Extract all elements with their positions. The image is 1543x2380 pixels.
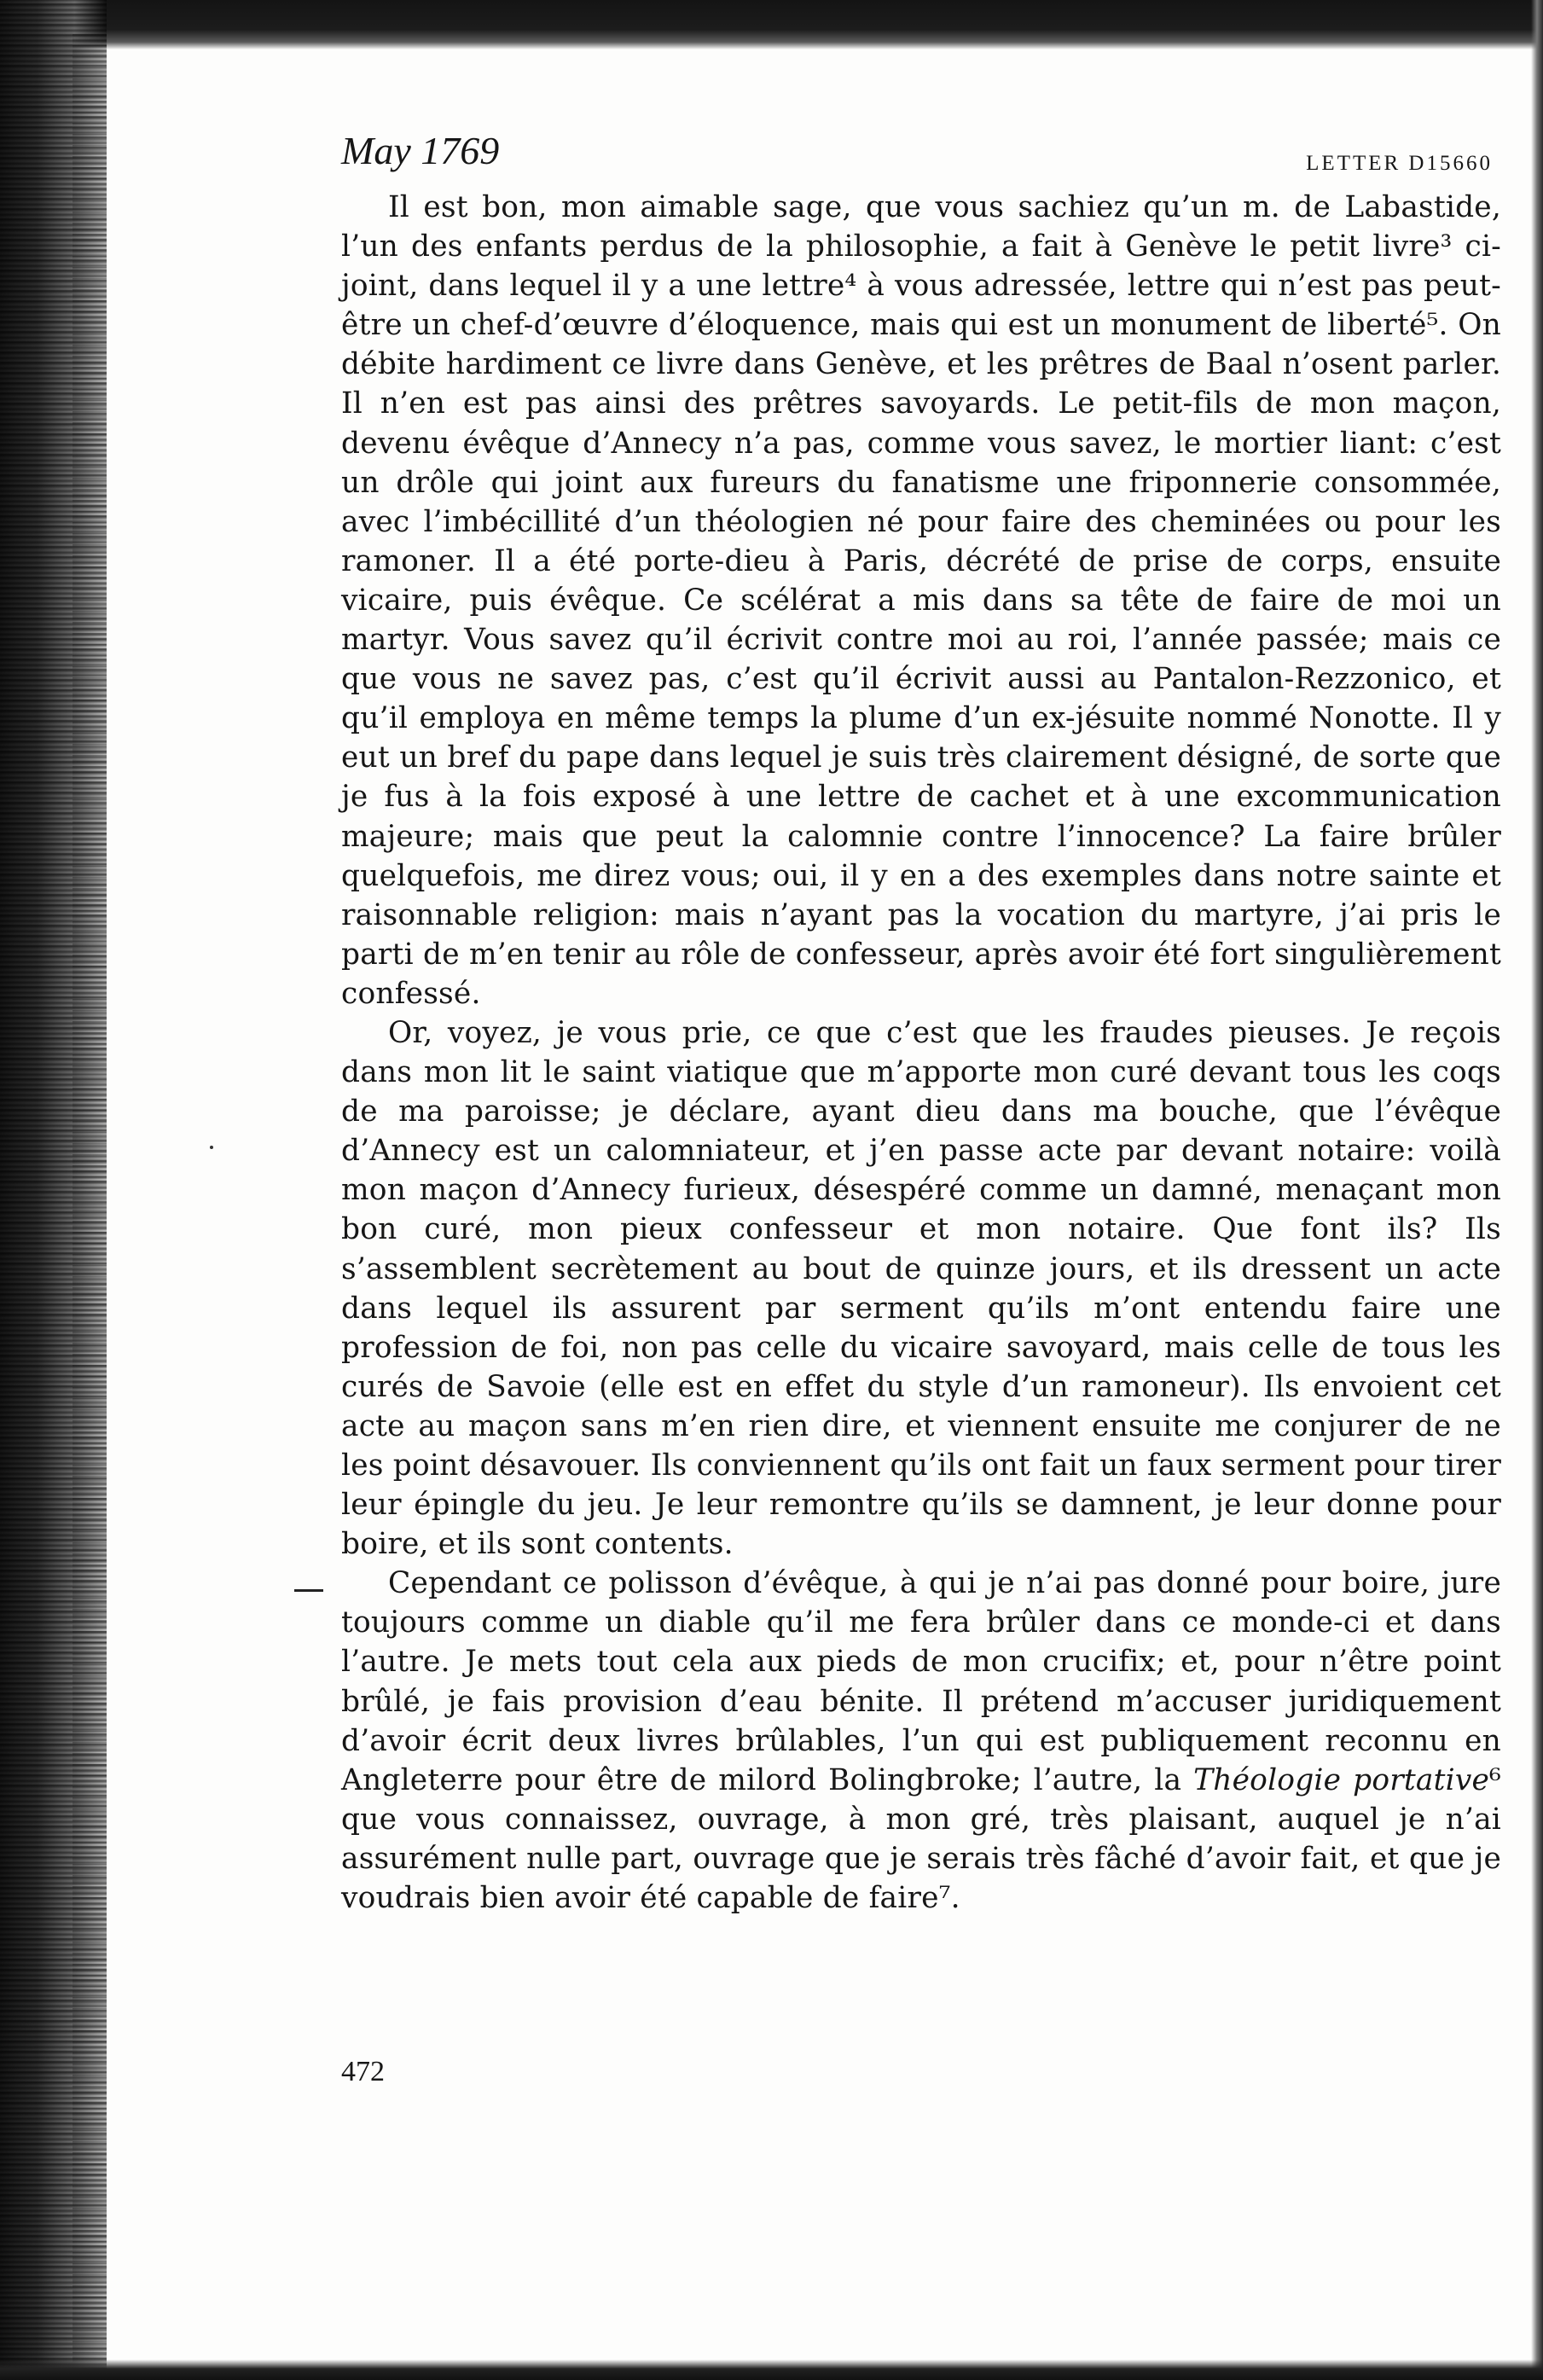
scan-bottom-shadow — [0, 2360, 1543, 2380]
book-title-italic: Théologie portative — [1193, 1762, 1489, 1797]
paragraph-2: Or, voyez, je vous prie, ce que c’est que les fraudes pieuses. Je reçois dans mon lit le saint viatique que m’apporte mon curé devant tous les coqs de ma paroisse; je déclare, ayant dieu dans ma bouche, que l’évêque d’Annecy est un calomniateur, et j’en passe acte par devant notaire: voilà mon maçon d’Annecy furieux, désespéré comme un damné, menaçant mon bon curé, mon pieux confesseur et mon notaire. Que font ils? Ils s’assemblent secrètement au bout de quinze jours, et ils dressent un acte dans lequel ils assurent par serment qu’ils m’ont entendu faire une profession de foi, non pas celle du vicaire savoyard, mais celle de tous les curés de Savoie (elle est en effet du style d’un ramoneur). Ils envoient cet acte au maçon sans m’en rien dire, et viennent ensuite me conjurer de ne les point désavouer. Ils conviennent qu’ils ont fait un faux serment pour tirer leur épingle du jeu. Je leur remontre qu’ils se damnent, je leur donne pour boire, et ils sont contents. — [341, 1015, 1501, 1562]
scan-top-shadow — [0, 0, 1543, 49]
letter-number: LETTER D15660 — [1306, 152, 1493, 175]
scan-right-edge — [1531, 0, 1543, 2380]
letter-date: May 1769 — [341, 129, 500, 172]
page-number: 472 — [341, 2056, 385, 2087]
binding-edge-noise — [73, 34, 107, 2363]
paragraph-3: Cependant ce polisson d’évêque, à qui je n’ai pas donné pour boire, jure toujours comme un diable qu’il me fera brûler dans ce monde-ci et dans l’autre. Je mets tout cela aux pieds de mon crucifix; et, pour n’être point brûlé, je fais provision d’eau bénite. Il prétend m’accuser juridiquement d’avoir écrit deux livres brûlables, l’un qui est publiquement reconnu en Angleterre pour être de milord Bolingbroke; l’autre, la Théologie portative⁶ que vous connaissez, ouvrage, à mon gré, très plaisant, auquel je n’ai assurément nulle part, ouvrage que je serais très fâché d’avoir fait, et que je voudrais bien avoir été capable de faire⁷. — [341, 1566, 1501, 1916]
running-head — [341, 128, 1501, 188]
stray-mark — [210, 1146, 213, 1149]
page-content — [341, 128, 1501, 2087]
letter-body — [341, 188, 1501, 1918]
paragraph-1: Il est bon, mon aimable sage, que vous sachiez qu’un m. de Labastide, l’un des enfants perdus de la philosophie, a fait à Genève le petit livre³ ci-joint, dans lequel il y a une lettre⁴ à vous adressée, lettre qui n’est pas peut-être un chef-d’œuvre d’éloquence, mais qui est un monument de liberté⁵. On débite hardiment ce livre dans Genève, et les prêtres de Baal n’osent parler. Il n’en est pas ainsi des prêtres savoyards. Le petit-fils de mon maçon, devenu évêque d’Annecy n’a pas, comme vous savez, le mortier liant: c’est un drôle qui joint aux fureurs du fanatisme une friponnerie consommée, avec l’imbécillité d’un théologien né pour faire des cheminées ou pour les ramoner. Il a été porte-dieu à Paris, décrété de prise de corps, ensuite vicaire, puis évêque. Ce scélérat a mis dans sa tête de faire de moi un martyr. Vous savez qu’il écrivit contre moi au roi, l’année passée; mais ce que vous ne savez pas, c’est qu’il écrivit aussi au Pantalon-Rezzonico, et qu’il employa en même temps la plume d’un ex-jésuite nommé Nonotte. Il y eut un bref du pape dans lequel je suis très clairement désigné, de sorte que je fus à la fois exposé à une lettre de cachet et à une excommunication majeure; mais que peut la calomnie contre l’innocence? La faire brûler quelquefois, me direz vous; oui, il y en a des exemples dans notre sainte et raisonnable religion: mais n’ayant pas la vocation du martyre, j’ai pris le parti de m’en tenir au rôle de confesseur, après avoir été fort singulièrement confessé. — [341, 190, 1501, 1011]
margin-dash-mark — [294, 1589, 323, 1592]
